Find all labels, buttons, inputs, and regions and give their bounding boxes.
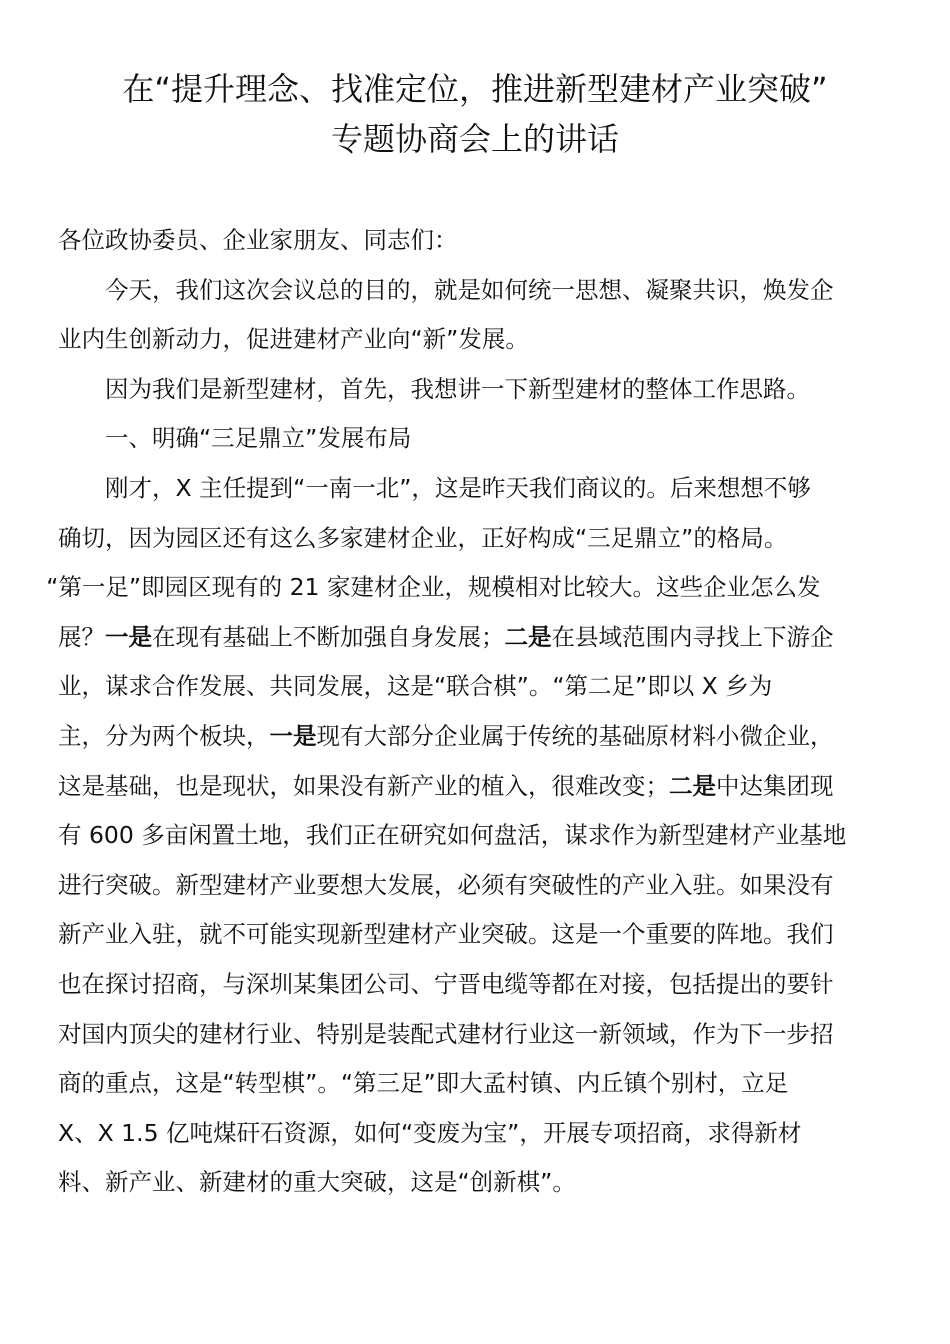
paragraph-3-line-13: 商的重点，这是“转型棋”。“第三足”即大孟村镇、内丘镇个别村，立足 (58, 1069, 789, 1098)
text-run: 现有大部分企业属于传统的基础原材料小微企业， (316, 721, 834, 750)
paragraph-3-line-10: 新产业入驻，就不可能实现新型建材产业突破。这是一个重要的阵地。我们 (58, 920, 834, 949)
paragraph-3-line-1: 刚才，X 主任提到“一南一北”，这是昨天我们商议的。后来想想不够 (105, 473, 811, 502)
paragraph-1-line-1: 今天，我们这次会议总的目的，就是如何统一思想、凝聚共识，焕发企 (105, 275, 834, 304)
paragraph-3-line-9: 进行突破。新型建材产业要想大发展，必须有突破性的产业入驻。如果没有 (58, 870, 834, 899)
paragraph-3-line-4 (58, 613, 898, 663)
text-run: 主，分为两个板块， (58, 721, 270, 750)
paragraph-3-line-5: 业，谋求合作发展、共同发展，这是“联合棋”。“第二足”即以 X 乡为 (58, 672, 773, 701)
title-line-1: 在“提升理念、找准定位，推进新型建材产业突破” (122, 70, 828, 108)
title-line-2: 专题协商会上的讲话 (330, 120, 619, 158)
paragraph-2 (58, 365, 898, 415)
text-run: 在现有基础上不断加强自身发展； (152, 622, 505, 651)
paragraph-3-line-14: X、X 1.5 亿吨煤矸石资源，如何“变废为宝”，开展专项招商，求得新材 (58, 1118, 802, 1147)
paragraph-3-line-6 (58, 712, 898, 762)
section-heading-1 (58, 414, 898, 464)
document-title (40, 64, 910, 164)
paragraph-3-line-2: 确切，因为园区还有这么多家建材企业，正好构成“三足鼎立”的格局。 (58, 523, 788, 552)
paragraph-3 (46, 464, 898, 1208)
text-run: 在县域范围内寻找上下游企 (551, 622, 834, 651)
bold-marker: 一是 (105, 622, 152, 651)
document-body (46, 216, 898, 1208)
paragraph-3-line-3: “第一足”即园区现有的 21 家建材企业，规模相对比较大。这些企业怎么发 (46, 573, 821, 602)
paragraph-3-line-12: 对国内顶尖的建材行业、特别是装配式建材行业这一新领域，作为下一步招 (58, 1019, 834, 1048)
paragraph-3-line-11: 也在探讨招商，与深圳某集团公司、宁晋电缆等都在对接，包括提出的要针 (58, 969, 834, 998)
text-run: 中达集团现 (716, 771, 834, 800)
paragraph-1 (58, 266, 898, 365)
bold-marker: 二是 (669, 771, 716, 800)
paragraph-2-line-1: 因为我们是新型建材，首先，我想讲一下新型建材的整体工作思路。 (105, 374, 810, 403)
paragraph-3-line-15: 料、新产业、新建材的重大突破，这是“创新棋”。 (58, 1168, 576, 1197)
paragraph-3-line-7 (58, 762, 898, 812)
salutation-text: 各位政协委员、企业家朋友、同志们： (58, 226, 458, 254)
text-run: 展？ (58, 622, 105, 651)
text-run: 这是基础，也是现状，如果没有新产业的植入，很难改变； (58, 771, 669, 800)
section-heading-1-text: 一、明确“三足鼎立”发展布局 (105, 424, 412, 453)
paragraph-3-line-8: 有 600 多亩闲置土地，我们正在研究如何盘活，谋求作为新型建材产业基地 (58, 821, 847, 850)
paragraph-1-line-2: 业内生创新动力，促进建材产业向“新”发展。 (58, 325, 529, 354)
bold-marker: 二是 (504, 622, 552, 651)
salutation (58, 216, 898, 266)
bold-marker: 一是 (269, 721, 317, 750)
